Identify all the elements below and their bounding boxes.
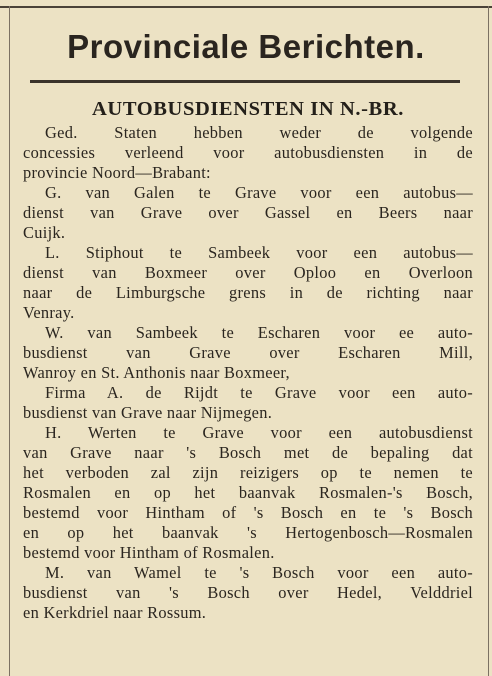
paragraph-line: concessies verleend voor autobusdiensten in de [23, 143, 473, 162]
paragraph-line: Rosmalen en op het baanvak Rosmalen-'s Bosch, [23, 483, 473, 502]
article-paragraph [23, 243, 473, 323]
column-rule-left [9, 6, 10, 676]
paragraph-line: en op het baanvak 's Hertogenbosch—Rosmalen [23, 523, 473, 542]
paragraph-line: M. van Wamel te 's Bosch voor een auto- [45, 563, 473, 582]
paragraph-line: bestemd voor Hintham of 's Bosch en te 's Bosch [23, 503, 473, 522]
article-paragraph [23, 183, 473, 243]
article-headline: AUTOBUSDIENSTEN IN N.-BR. [92, 98, 404, 120]
paragraph-line: bestemd voor Hintham of Rosmalen. [23, 543, 275, 562]
paragraph-line: het verboden zal zijn reizigers op te nemen te [23, 463, 473, 482]
paragraph-line: dienst van Boxmeer over Oploo en Overloon [23, 263, 473, 282]
title-rule [30, 80, 460, 83]
paragraph-line: en Kerkdriel naar Rossum. [23, 603, 207, 622]
paragraph-line: provincie Noord—Brabant: [23, 163, 211, 182]
article-body [23, 123, 473, 623]
paragraph-line: Firma A. de Rijdt te Grave voor een auto- [45, 383, 473, 402]
article-paragraph [23, 323, 473, 383]
paragraph-line: Ged. Staten hebben weder de volgende [45, 123, 473, 142]
paragraph-line: busdienst van 's Bosch over Hedel, Velddriel [23, 583, 473, 602]
paragraph-line: naar de Limburgsche grens in de richting naar [23, 283, 473, 302]
article [23, 96, 473, 623]
article-paragraph [23, 423, 473, 563]
paragraph-line: van Grave naar 's Bosch met de bepaling dat [23, 443, 473, 462]
paragraph-line: Venray. [23, 303, 75, 322]
article-paragraph [23, 563, 473, 623]
article-paragraph [23, 383, 473, 423]
paragraph-line: busdienst van Grave over Escharen Mill, [23, 343, 473, 362]
section-title: Provinciale Berichten. [67, 28, 425, 65]
article-paragraph [23, 123, 473, 183]
paragraph-line: Cuijk. [23, 223, 66, 242]
paragraph-line: W. van Sambeek te Escharen voor ee auto- [45, 323, 473, 342]
paragraph-line: Wanroy en St. Anthonis naar Boxmeer, [23, 363, 290, 382]
paragraph-line: L. Stiphout te Sambeek voor een autobus— [45, 243, 473, 262]
paragraph-line: H. Werten te Grave voor een autobusdienst [45, 423, 473, 442]
column-rule-right [488, 6, 489, 676]
paragraph-line: G. van Galen te Grave voor een autobus— [45, 183, 473, 202]
paragraph-line: dienst van Grave over Gassel en Beers naar [23, 203, 473, 222]
top-rule [0, 6, 492, 8]
paragraph-line: busdienst van Grave naar Nijmegen. [23, 403, 273, 422]
